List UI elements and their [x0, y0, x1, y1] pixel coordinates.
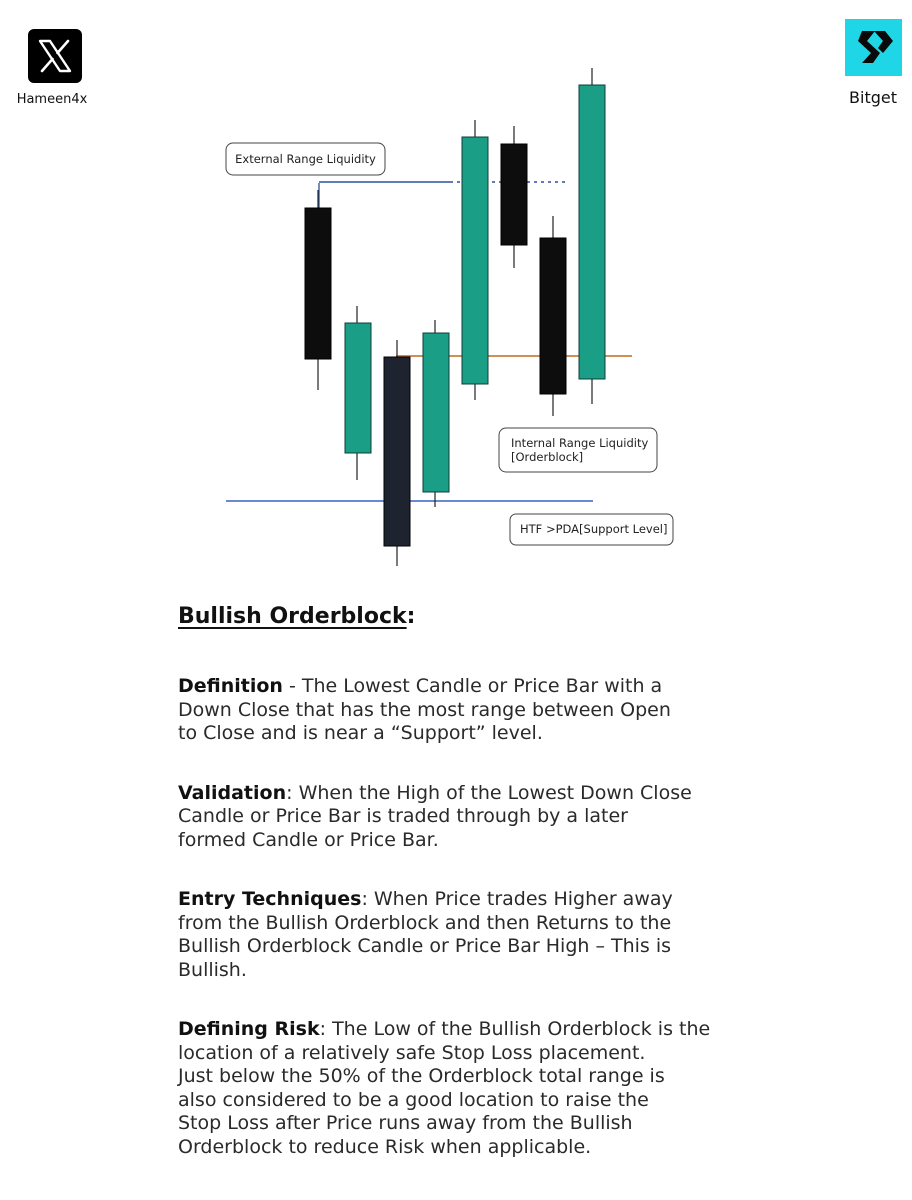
defining-risk-term: Defining Risk	[178, 1018, 320, 1040]
term-separator: :	[361, 888, 374, 910]
paragraph-line	[178, 782, 758, 806]
candle-7-body	[540, 238, 566, 394]
term-separator: :	[286, 781, 299, 804]
candle-8-body	[579, 85, 605, 379]
term-separator: -	[282, 675, 302, 697]
internal-range-label-line2: [Orderblock]	[511, 450, 584, 464]
line-text: The Lowest Candle or Price Bar with a	[301, 675, 663, 697]
bitget-brand-name: Bitget	[849, 88, 897, 107]
candle-6-body	[501, 144, 527, 245]
defining-risk-paragraph	[178, 1018, 758, 1159]
internal-range-label-box	[499, 428, 657, 472]
candle-5-body	[462, 137, 488, 384]
entry-techniques-term: Entry Techniques	[178, 888, 362, 910]
paragraph-line: Bullish.	[178, 958, 247, 981]
paragraph-line: from the Bullish Orderblock and then Returns to the	[178, 911, 672, 934]
paragraph-line: formed Candle or Price Bar.	[178, 828, 439, 851]
title-text: Bullish Orderblock	[178, 604, 407, 629]
entry-techniques-paragraph	[178, 888, 758, 982]
paragraph-line: Down Close that has the most range between Open	[178, 698, 671, 721]
validation-term: Validation	[178, 781, 287, 804]
line-text: When the High of the Lowest Down Close	[298, 781, 692, 804]
term-separator: :	[319, 1018, 333, 1040]
definition-paragraph	[178, 675, 758, 746]
validation-paragraph	[178, 782, 758, 853]
paragraph-line: Candle or Price Bar is traded through by a later	[178, 805, 628, 827]
definition-term: Definition	[178, 675, 283, 697]
title-colon: :	[406, 604, 416, 629]
paragraph-line: Just below the 50% of the Orderblock total range is	[178, 1065, 665, 1087]
external-range-label: External Range Liquidity	[235, 152, 376, 166]
paragraph-line: location of a relatively safe Stop Loss placement.	[178, 1041, 646, 1064]
paragraph-line: also considered to be a good location to raise the	[178, 1088, 649, 1111]
paragraph-line: to Close and is near a “Support” level.	[178, 722, 543, 744]
external-range-label-box	[226, 143, 385, 175]
candle-2-body	[345, 323, 371, 453]
paragraph-line	[178, 675, 758, 699]
paragraph-line	[178, 888, 758, 912]
candle-1-body	[305, 208, 331, 359]
x-handle: Hameen4x	[16, 92, 88, 107]
paragraph-line: Orderblock to reduce Risk when applicable.	[178, 1135, 592, 1158]
line-text: The Low of the Bullish Orderblock is the	[332, 1018, 711, 1040]
paragraph-line: Bullish Orderblock Candle or Price Bar High – This is	[178, 935, 672, 957]
candle-4-body	[423, 333, 449, 492]
paragraph-line: Stop Loss after Price runs away from the Bullish	[178, 1112, 633, 1134]
line-text: When Price trades Higher away	[373, 888, 673, 910]
paragraph-line	[178, 1018, 758, 1042]
htf-support-label-box	[510, 514, 673, 545]
htf-support-label: HTF >PDA[Support Level]	[520, 522, 668, 536]
section-title	[178, 604, 778, 636]
candle-3-body orderblock-candle	[384, 357, 410, 546]
orderblock-description	[178, 604, 778, 1195]
internal-range-label-line1: Internal Range Liquidity	[511, 436, 649, 450]
